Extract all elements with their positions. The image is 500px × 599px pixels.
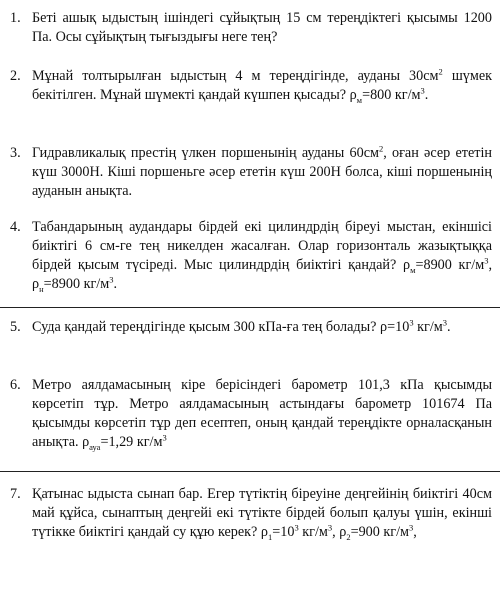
- problem-7: [0, 485, 500, 542]
- problem-number: 7.: [10, 486, 21, 502]
- separator-line: [0, 471, 500, 472]
- problem-text: Табандарының аудандары бірдей екі цилиндрдің біреуі мыстан, екіншісі биіктігі 6 см-ге тең никелден жасалған. Олар горизонталь жазықтыққа бірдей қысым түсіреді. Мыс цилиндрдің биіктігі қандай? $\rho_м=8900$ $кг/м^3$, $\rho_н=8900$ $кг/м^3$.: [32, 219, 492, 294]
- separator-line: [0, 307, 500, 308]
- problem-number: 2.: [10, 68, 21, 84]
- problem-6: [0, 376, 500, 452]
- problem-text: Мұнай толтырылған ыдыстың 4 м тереңдігінде, ауданы $30см^2$ шүмек бекітілген. Мұнай шүмекті қандай күшпен қысады? $\rho_м=800$ $кг/м^3$.: [32, 66, 493, 105]
- problem-text: Қатынас ыдыста сынап бар. Егер түтіктің біреуіне деңгейінің биіктігі 40см май құйса, сынаптың деңгейі екі түтікте бірдей болып қалуы үшін, екінші түтікке биіктігі қандай су құю керек? $\rho_1=10^3$ $кг/м^3$, $\rho_2=900$ $кг/м^3$,: [32, 486, 492, 542]
- problem-number: 6.: [10, 377, 21, 393]
- problem-number: 3.: [10, 145, 21, 161]
- problem-number: 1.: [10, 10, 21, 26]
- problem-number: 4.: [10, 219, 21, 235]
- problem-1: [0, 9, 500, 47]
- problem-2: [0, 67, 500, 105]
- problem-text: Гидравликалық престің үлкен поршенынің ауданы $60см^2$, оған әсер ететін күш 3000Н. Кіші поршеньге әсер ететін күш 200Н болса, кіші поршенынің ауданын анықта.: [32, 143, 492, 199]
- problem-number: 5.: [10, 319, 21, 335]
- problem-5: [0, 318, 500, 337]
- problem-4: [0, 218, 500, 294]
- problem-text: Беті ашық ыдыстың ішіндегі сұйықтың 15 см тереңдіктегі қысымы 1200 Па. Осы сұйықтың тығыздығы неге тең?: [32, 10, 492, 45]
- problem-text: Метро аялдамасының кіре берісіндегі барометр 101,3 кПа қысымды көрсетіп тұр. Метро аялдамасының астындағы барометр 101674 Па қысымды көрсетіп тұр деп есептеп, оның қандай тереңдікте орналасқанын анықта. $\rho_{ауа}=1,29$ $кг/м^3$: [32, 377, 492, 452]
- problem-3: [0, 144, 500, 201]
- problem-text: Суда қандай тереңдігінде қысым 300 кПа-ға тең болады? $\rho=10^3$ $кг/м^3$.: [32, 317, 451, 335]
